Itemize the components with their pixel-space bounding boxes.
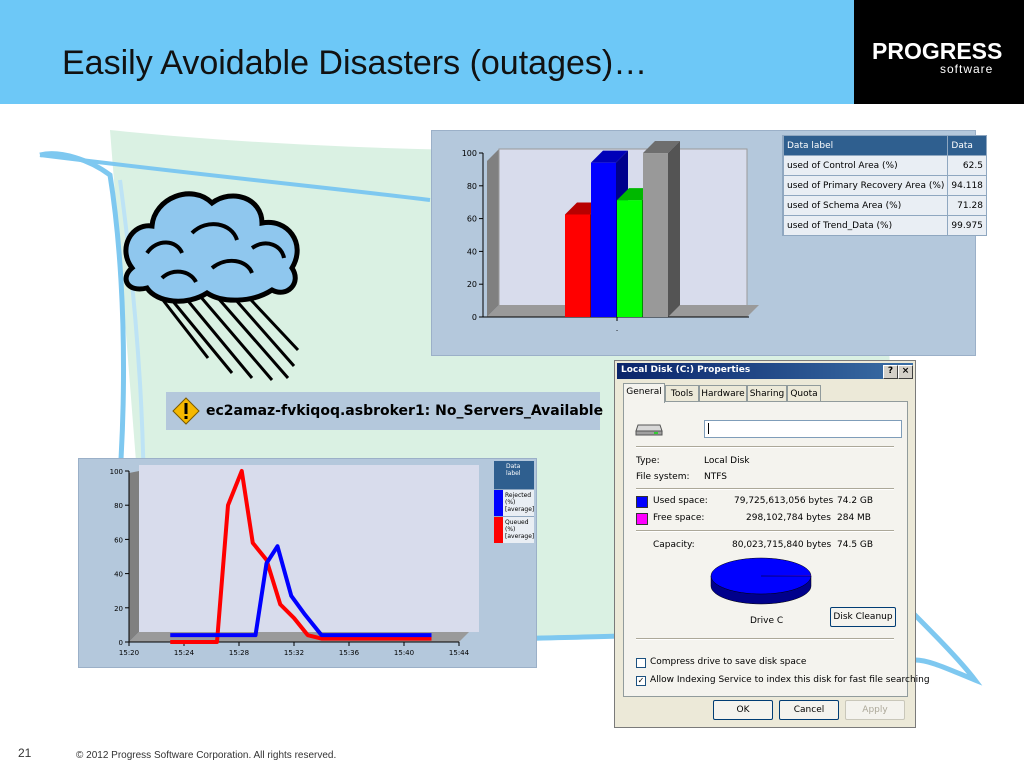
- legend-value-schema: 71.28: [948, 196, 987, 216]
- close-button[interactable]: ×: [898, 365, 913, 379]
- used-space-bytes: 79,725,613,056 bytes: [734, 496, 834, 506]
- storm-cloud-image: [112, 178, 312, 388]
- cancel-button[interactable]: Cancel: [779, 700, 839, 720]
- used-space-gb: 74.2 GB: [837, 496, 874, 506]
- tab-tools[interactable]: Tools: [665, 385, 699, 402]
- x-tick-label: 15:28: [228, 649, 250, 657]
- alert-banner: [166, 392, 604, 430]
- bar-4: [643, 141, 680, 317]
- bar-face: [565, 215, 590, 318]
- line-legend-item-queued: [494, 516, 534, 543]
- y-tick-label: 60: [466, 214, 477, 224]
- alert-text: ec2amaz-fvkiqoq.asbroker1: No_Servers_Available: [206, 403, 604, 419]
- bar-chart: [432, 131, 772, 353]
- filesystem-value: NTFS: [704, 472, 727, 482]
- separator: [636, 488, 894, 490]
- chart-back-wall: [139, 465, 479, 632]
- used-space-label: Used space:: [653, 496, 708, 506]
- legend-value-primary: 94.118: [948, 176, 987, 196]
- disk-properties-dialog: [614, 360, 930, 728]
- y-tick-label: 0: [471, 313, 477, 322]
- capacity-label: Capacity:: [653, 540, 695, 550]
- legend-label-trend: used of Trend_Data (%): [784, 216, 948, 236]
- tab-hardware[interactable]: Hardware: [699, 385, 747, 402]
- y-tick-label: 20: [466, 280, 477, 290]
- y-tick-label: 40: [114, 570, 123, 579]
- capacity-bytes: 80,023,715,840 bytes: [732, 540, 832, 550]
- separator: [636, 446, 894, 448]
- text-cursor: [708, 423, 709, 434]
- line-legend-label-rejected: Rejected (%) [average]: [505, 492, 535, 513]
- drive-name-input[interactable]: [704, 420, 902, 438]
- free-space-label: Free space:: [653, 513, 705, 523]
- legend-label-schema: used of Schema Area (%): [784, 196, 948, 216]
- drive-label: Drive C: [750, 616, 784, 626]
- filesystem-label: File system:: [636, 472, 690, 482]
- y-tick-label: 40: [466, 247, 477, 257]
- y-tick-label: 60: [114, 536, 123, 545]
- bar-face: [643, 153, 668, 317]
- compress-checkbox[interactable]: [636, 658, 646, 668]
- bar-chart-legend: [782, 135, 987, 236]
- tab-general[interactable]: General: [623, 383, 665, 403]
- x-tick-label: 15:24: [173, 649, 195, 657]
- type-value: Local Disk: [704, 456, 750, 466]
- line-chart: [79, 459, 489, 665]
- x-tick-label: .: [615, 324, 619, 333]
- y-tick-label: 80: [114, 502, 123, 511]
- drive-icon: [634, 420, 664, 436]
- legend-value-trend: 99.975: [948, 216, 987, 236]
- legend-header-data: Data: [948, 136, 987, 156]
- help-button[interactable]: ?: [883, 365, 898, 379]
- y-tick-label: 0: [118, 639, 123, 647]
- indexing-label: Allow Indexing Service to index this disk for fast file searching: [650, 675, 930, 685]
- bar-face: [617, 200, 642, 317]
- copyright-text: © 2012 Progress Software Corporation. All rights reserved.: [76, 750, 337, 761]
- slide-title: Easily Avoidable Disasters (outages)…: [62, 44, 648, 82]
- dialog-titlebar[interactable]: [617, 363, 913, 379]
- capacity-gb: 74.5 GB: [837, 540, 874, 550]
- indexing-checkbox[interactable]: ✓: [637, 676, 645, 685]
- disk-usage-pie: [706, 554, 816, 612]
- separator: [636, 638, 894, 640]
- line-chart-legend: [494, 461, 534, 543]
- chart-side-wall: [487, 149, 499, 317]
- legend-value-control: 62.5: [948, 156, 987, 176]
- logo: [854, 0, 1024, 104]
- disk-cleanup-button[interactable]: Disk Cleanup: [830, 607, 896, 627]
- page-number: 21: [18, 746, 32, 760]
- line-legend-label-queued: Queued (%) [average]: [505, 519, 535, 540]
- apply-button[interactable]: Apply: [845, 700, 905, 720]
- line-legend-swatch-queued: [494, 517, 503, 543]
- warning-icon: [172, 397, 200, 425]
- logo-text: PROGRESS: [872, 38, 1003, 64]
- ok-button[interactable]: OK: [713, 700, 773, 720]
- x-tick-label: 15:32: [283, 649, 305, 657]
- line-legend-swatch-rejected: [494, 490, 503, 516]
- tab-sharing[interactable]: Sharing: [747, 385, 787, 402]
- free-space-bytes: 298,102,784 bytes: [746, 513, 831, 523]
- used-space-swatch: [636, 496, 648, 508]
- free-space-swatch: [636, 513, 648, 525]
- legend-label-control: used of Control Area (%): [784, 156, 948, 176]
- line-legend-header-label: Data label: [506, 463, 521, 477]
- legend-header-label: Data label: [784, 136, 948, 156]
- dialog-title: Local Disk (C:) Properties: [621, 365, 751, 375]
- y-tick-label: 100: [109, 468, 123, 476]
- compress-label: Compress drive to save disk space: [650, 657, 807, 667]
- y-tick-label: 100: [461, 149, 477, 158]
- y-tick-label: 20: [114, 604, 123, 613]
- legend-label-primary: used of Primary Recovery Area (%): [784, 176, 948, 196]
- line-legend-item-rejected: [494, 489, 534, 516]
- line-legend-header: [494, 461, 534, 489]
- chart-side-wall: [129, 471, 139, 642]
- free-space-mb: 284 MB: [837, 513, 871, 523]
- logo-subtext: software: [940, 62, 994, 76]
- bar-side: [668, 141, 680, 317]
- separator: [636, 530, 894, 532]
- x-tick-label: 15:36: [338, 649, 360, 657]
- x-tick-label: 15:40: [393, 649, 415, 657]
- x-tick-label: 15:20: [118, 649, 140, 657]
- tab-quota[interactable]: Quota: [787, 385, 821, 402]
- x-tick-label: 15:44: [448, 649, 470, 657]
- y-tick-label: 80: [466, 181, 477, 191]
- bar-face: [591, 163, 616, 317]
- line-chart-panel: [78, 458, 537, 668]
- general-tab-panel: [623, 401, 930, 697]
- bar-chart-panel: [431, 130, 983, 356]
- type-label: Type:: [636, 456, 660, 466]
